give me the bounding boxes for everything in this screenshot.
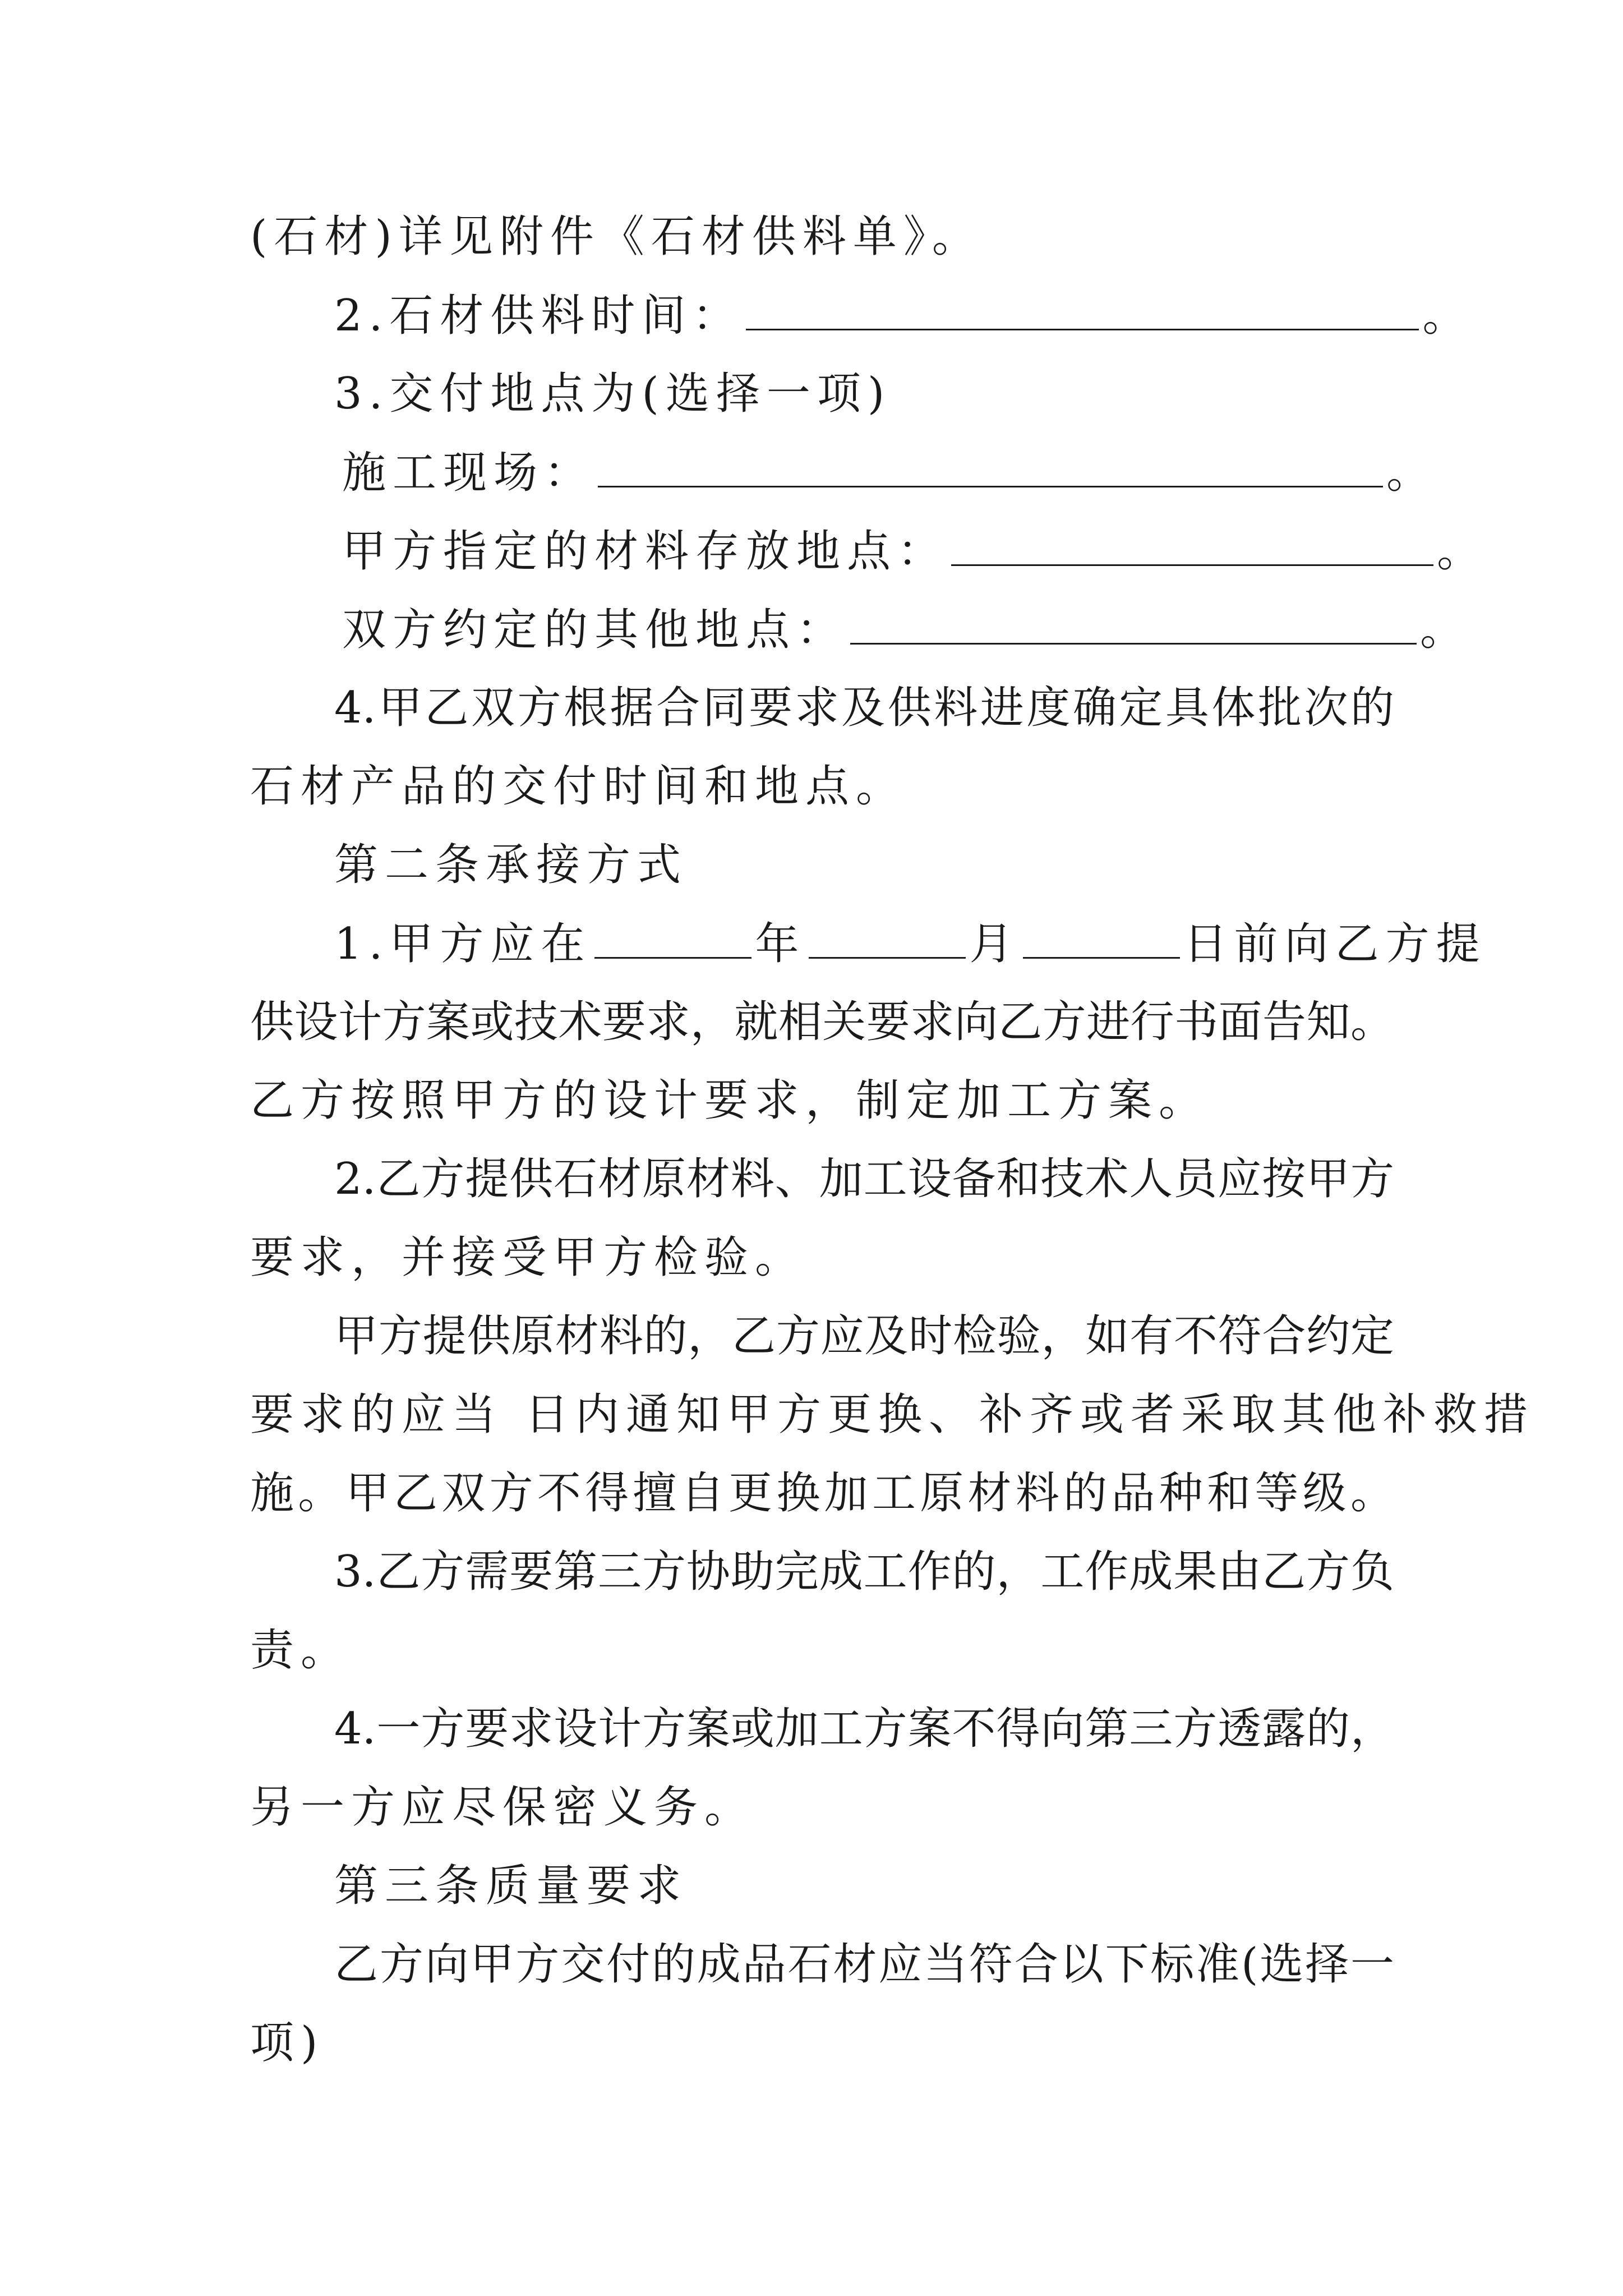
period-mark: 。 [1386,448,1437,498]
text-line: 4.甲乙双方根据合同要求及供料进度确定具体批次的 [334,683,1394,733]
text-line: 乙方按照甲方的设计要求，制定加工方案。 [250,1075,1210,1126]
text-line: (石材)详见附件《石材供料单》。 [250,211,983,262]
text-line: 项) [250,2018,325,2068]
notice-line [250,1387,1535,1443]
supply-time-label: 2.石材供料时间： [334,291,743,341]
section-heading: 第三条质量要求 [334,1861,688,1911]
notice-text-a: 要求的应当 [250,1389,503,1440]
text-line: 甲方提供原材料的，乙方应及时检验，如有不符合约定 [334,1311,1394,1361]
year-blank[interactable] [594,915,751,959]
text-line: 4.一方要求设计方案或加工方案不得向第三方透露的， [334,1704,1394,1754]
text-line: 2.乙方提供石材原材料、加工设备和技术人员应按甲方 [334,1154,1394,1204]
text-line: 供设计方案或技术要求，就相关要求向乙方进行书面告知。 [250,997,1394,1047]
text-line: 责。 [250,1625,352,1676]
text-line: 另一方应尽保密义务。 [250,1782,755,1833]
month-blank[interactable] [809,915,966,959]
notice-text-b: 日内通知甲方更换、补齐或者采取其他补救措 [525,1389,1535,1440]
supply-time-blank[interactable] [746,287,1419,330]
text-line: 石材产品的交付时间和地点。 [250,761,907,812]
other-place-blank[interactable] [850,601,1417,645]
period-mark: 。 [1420,605,1471,655]
section-heading: 第二条承接方式 [334,840,688,890]
site-line [342,444,1437,500]
date-label: 1.甲方应在 [334,919,592,969]
period-mark: 。 [1437,526,1488,577]
text-line: 施。甲乙双方不得擅自更换加工原材料的品种和等级。 [250,1468,1394,1519]
storage-label: 甲方指定的材料存放地点： [342,526,948,577]
supply-time-line [334,287,1473,343]
text-line: 要求，并接受甲方检验。 [250,1232,806,1283]
other-place-line [342,601,1471,657]
day-blank[interactable] [1023,915,1180,959]
period-mark: 。 [1422,291,1473,341]
storage-line [342,523,1488,579]
text-line: 3.交付地点为(选择一项) [334,369,892,419]
text-line: 乙方向甲方交付的成品石材应当符合以下标准(选择一 [334,1939,1394,1990]
site-blank[interactable] [598,444,1383,487]
month-label: 月 [969,919,1020,969]
site-label: 施工现场： [342,448,595,498]
date-line [334,915,1487,972]
year-label: 年 [755,919,806,969]
other-place-label: 双方约定的其他地点： [342,605,847,655]
text-line: 3.乙方需要第三方协助完成工作的，工作成果由乙方负 [334,1547,1394,1597]
storage-blank[interactable] [951,523,1433,566]
day-label: 日前向乙方提 [1183,919,1487,969]
